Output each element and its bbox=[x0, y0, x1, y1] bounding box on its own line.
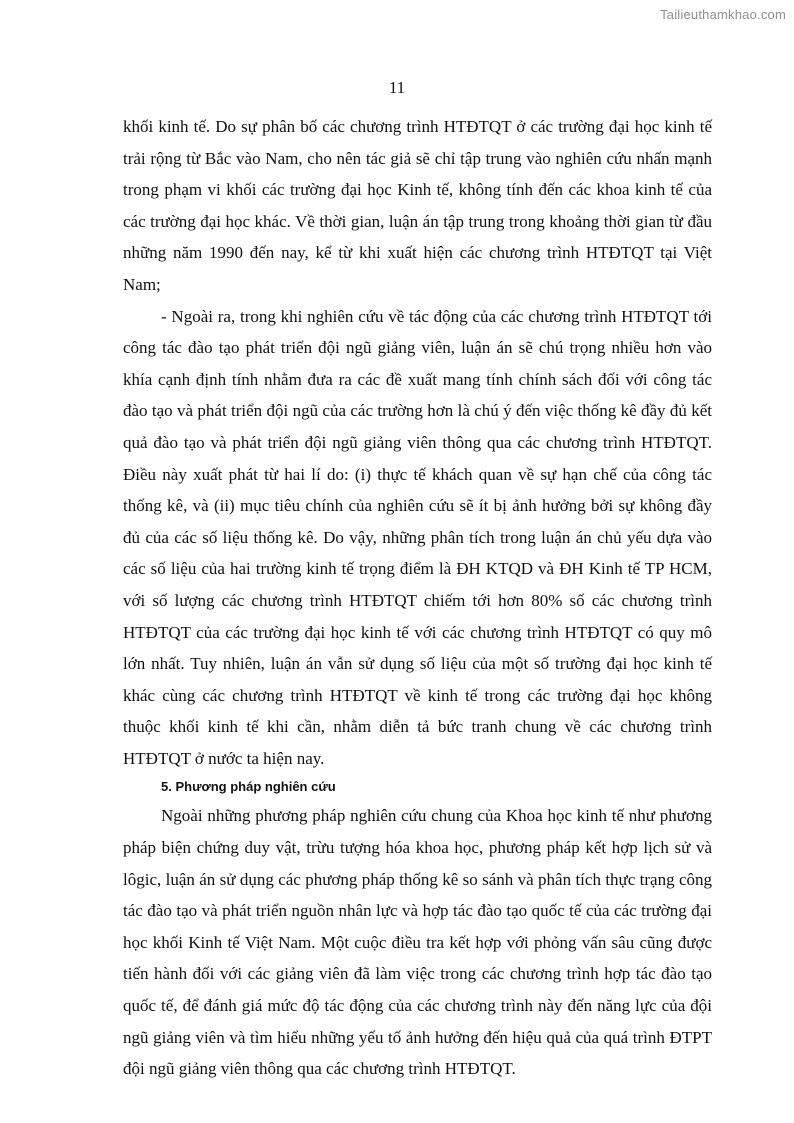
section-heading: 5. Phương pháp nghiên cứu bbox=[161, 779, 336, 795]
section-paragraph: Ngoài những phương pháp nghiên cứu chung của Khoa học kinh tế như phương pháp biện chứng duy vật, trừu tượng hóa khoa học, phương pháp kết hợp lịch sử và lôgic, luận án sử dụng các phương pháp thống kê so sánh và phân tích thực trạng công tác đào tạo và phát triển nguồn nhân lực và hợp tác đào tạo quốc tế của các trường đại học khối Kinh tế Việt Nam. Một cuộc điều tra kết hợp với phỏng vấn sâu cũng được tiến hành đối với các giảng viên đã làm việc trong các chương trình hợp tác đào tạo quốc tế, để đánh giá mức độ tác động của các chương trình này đến năng lực của đội ngũ giảng viên và tìm hiểu những yếu tố ảnh hưởng đến hiệu quả của quá trình ĐTPT đội ngũ giảng viên thông qua các chương trình HTĐTQT. bbox=[123, 806, 712, 1079]
body-paragraph-1: khối kinh tế. Do sự phân bố các chương trình HTĐTQT ở các trường đại học kinh tế trải rộng từ Bắc vào Nam, cho nên tác giả sẽ chỉ tập trung vào nghiên cứu nhấn mạnh trong phạm vi khối các trường đại học Kinh tế, không tính đến các khoa kinh tế của các trường đại học khác. Về thời gian, luận án tập trung trong khoảng thời gian từ đầu những năm 1990 đến nay, kể từ khi xuất hiện các chương trình HTĐTQT tại Việt Nam; bbox=[123, 117, 712, 294]
watermark-text: Tailieuthamkhao.com bbox=[660, 7, 786, 22]
body-paragraph-2: - Ngoài ra, trong khi nghiên cứu về tác động của các chương trình HTĐTQT tới công tác đào tạo phát triển đội ngũ giảng viên, luận án sẽ chú trọng nhiều hơn vào khía cạnh định tính nhằm đưa ra các đề xuất mang tính chính sách đối với công tác đào tạo và phát triển đội ngũ của các trường hơn là chú ý đến việc thống kê đầy đủ kết quả đào tạo và phát triển đội ngũ giảng viên thông qua các chương trình HTĐTQT. Điều này xuất phát từ hai lí do: (i) thực tế khách quan về sự hạn chế của công tác thống kê, và (ii) mục tiêu chính của nghiên cứu sẽ ít bị ảnh hưởng bởi sự không đầy đủ của các số liệu thống kê. Do vậy, những phân tích trong luận án chủ yếu dựa vào các số liệu của hai trường kinh tế trọng điểm là ĐH KTQD và ĐH Kinh tế TP HCM, với số lượng các chương trình HTĐTQT chiếm tới hơn 80% số các chương trình HTĐTQT của các trường đại học kinh tế với các chương trình HTĐTQT có quy mô lớn nhất. Tuy nhiên, luận án vẫn sử dụng số liệu của một số trường đại học kinh tế khác cùng các chương trình HTĐTQT về kinh tế trong các trường đại học không thuộc khối kinh tế khi cần, nhằm diễn tả bức tranh chung về các chương trình HTĐTQT ở nước ta hiện nay. bbox=[123, 306, 712, 768]
document-body bbox=[123, 111, 712, 1085]
page-number: 11 bbox=[388, 78, 406, 97]
